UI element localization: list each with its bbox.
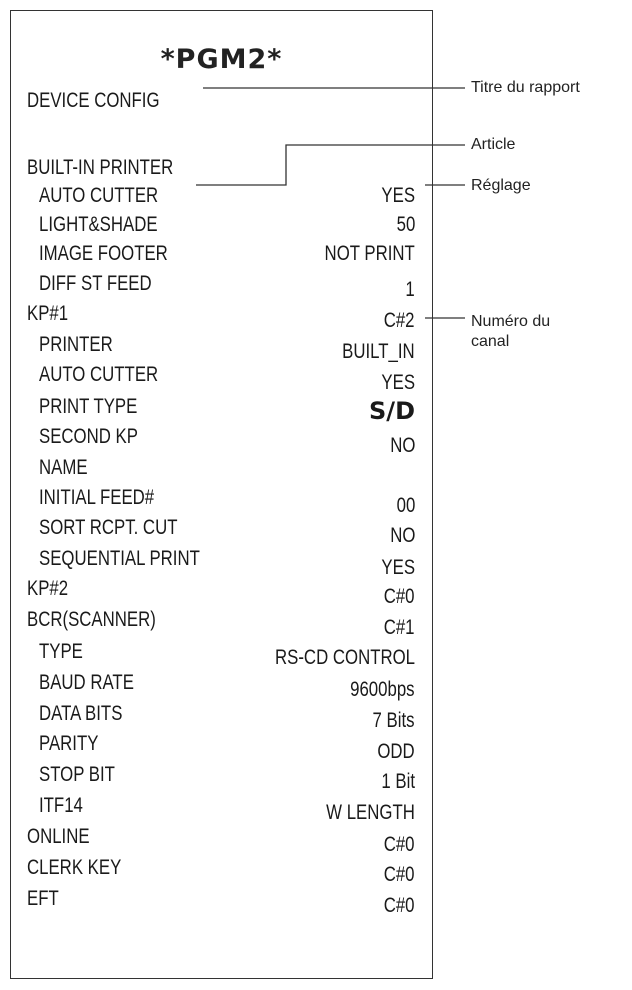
item-value-kp1: C#2 [384,309,415,332]
item-value-initial-feed: 00 [396,494,415,517]
item-label-stop-bit: STOP BIT [39,763,115,786]
item-value-printer: BUILT_IN [342,340,415,363]
item-label-sort-rcpt-cut: SORT RCPT. CUT [39,516,178,539]
item-value-light-shade: 50 [396,213,415,236]
item-label-bcr-scanner: BCR(SCANNER) [27,608,156,631]
item-value-second-kp: NO [389,434,415,457]
item-value-sort-rcpt-cut: NO [389,524,415,547]
item-value-image-footer: NOT PRINT [324,242,415,265]
item-value-data-bits: 7 Bits [372,709,415,732]
item-label-image-footer: IMAGE FOOTER [39,242,168,265]
item-label-name: NAME [39,456,88,479]
item-label-online: ONLINE [27,825,90,848]
item-value-stop-bit: 1 Bit [381,770,415,793]
item-value-clerk-key: C#0 [384,863,415,886]
item-label-second-kp: SECOND KP [39,425,138,448]
item-value-baud-rate: 9600bps [350,678,415,701]
item-label-baud-rate: BAUD RATE [39,671,134,694]
item-label-data-bits: DATA BITS [39,702,123,725]
item-label-eft: EFT [27,887,59,910]
item-label-clerk-key: CLERK KEY [27,856,122,879]
item-value-print-type: S/D [369,397,415,425]
item-value-auto-cutter-kp1: YES [381,371,415,394]
item-label-light-shade: LIGHT&SHADE [39,213,158,236]
item-label-diff-st-feed: DIFF ST FEED [39,272,152,295]
item-value-eft: C#0 [384,894,415,917]
item-label-built-in-printer: BUILT-IN PRINTER [27,156,174,179]
annotation-setting: Réglage [471,177,531,194]
item-value-online: C#0 [384,833,415,856]
item-value-itf14: W LENGTH [326,801,415,824]
item-label-type: TYPE [39,640,83,663]
annotation-report-title: Titre du rapport [471,79,580,96]
item-label-sequential-print: SEQUENTIAL PRINT [39,547,200,570]
item-value-sequential-print: YES [381,556,415,579]
item-label-parity: PARITY [39,732,99,755]
annotation-channel-line1: Numéro du [471,313,551,330]
item-label-print-type: PRINT TYPE [39,395,138,418]
item-value-kp2: C#0 [384,585,415,608]
receipt-title: *PGM2* [160,44,283,75]
item-value-diff-st-feed: 1 [405,278,415,301]
annotation-channel-line2: canal [471,333,510,350]
item-value-auto-cutter: YES [381,184,415,207]
annotation-item: Article [471,136,516,153]
item-label-kp1: KP#1 [27,302,69,325]
item-label-initial-feed: INITIAL FEED# [39,486,155,509]
item-value-parity: ODD [377,740,415,763]
item-label-auto-cutter-kp1: AUTO CUTTER [39,363,159,386]
item-value-bcr-scanner: C#1 [384,616,415,639]
item-label-kp2: KP#2 [27,577,69,600]
report-title: DEVICE CONFIG [27,89,160,112]
item-label-auto-cutter: AUTO CUTTER [39,184,159,207]
item-value-type: RS-CD CONTROL [274,646,415,669]
receipt [10,10,433,979]
item-label-itf14: ITF14 [39,794,83,817]
item-label-printer: PRINTER [39,333,113,356]
